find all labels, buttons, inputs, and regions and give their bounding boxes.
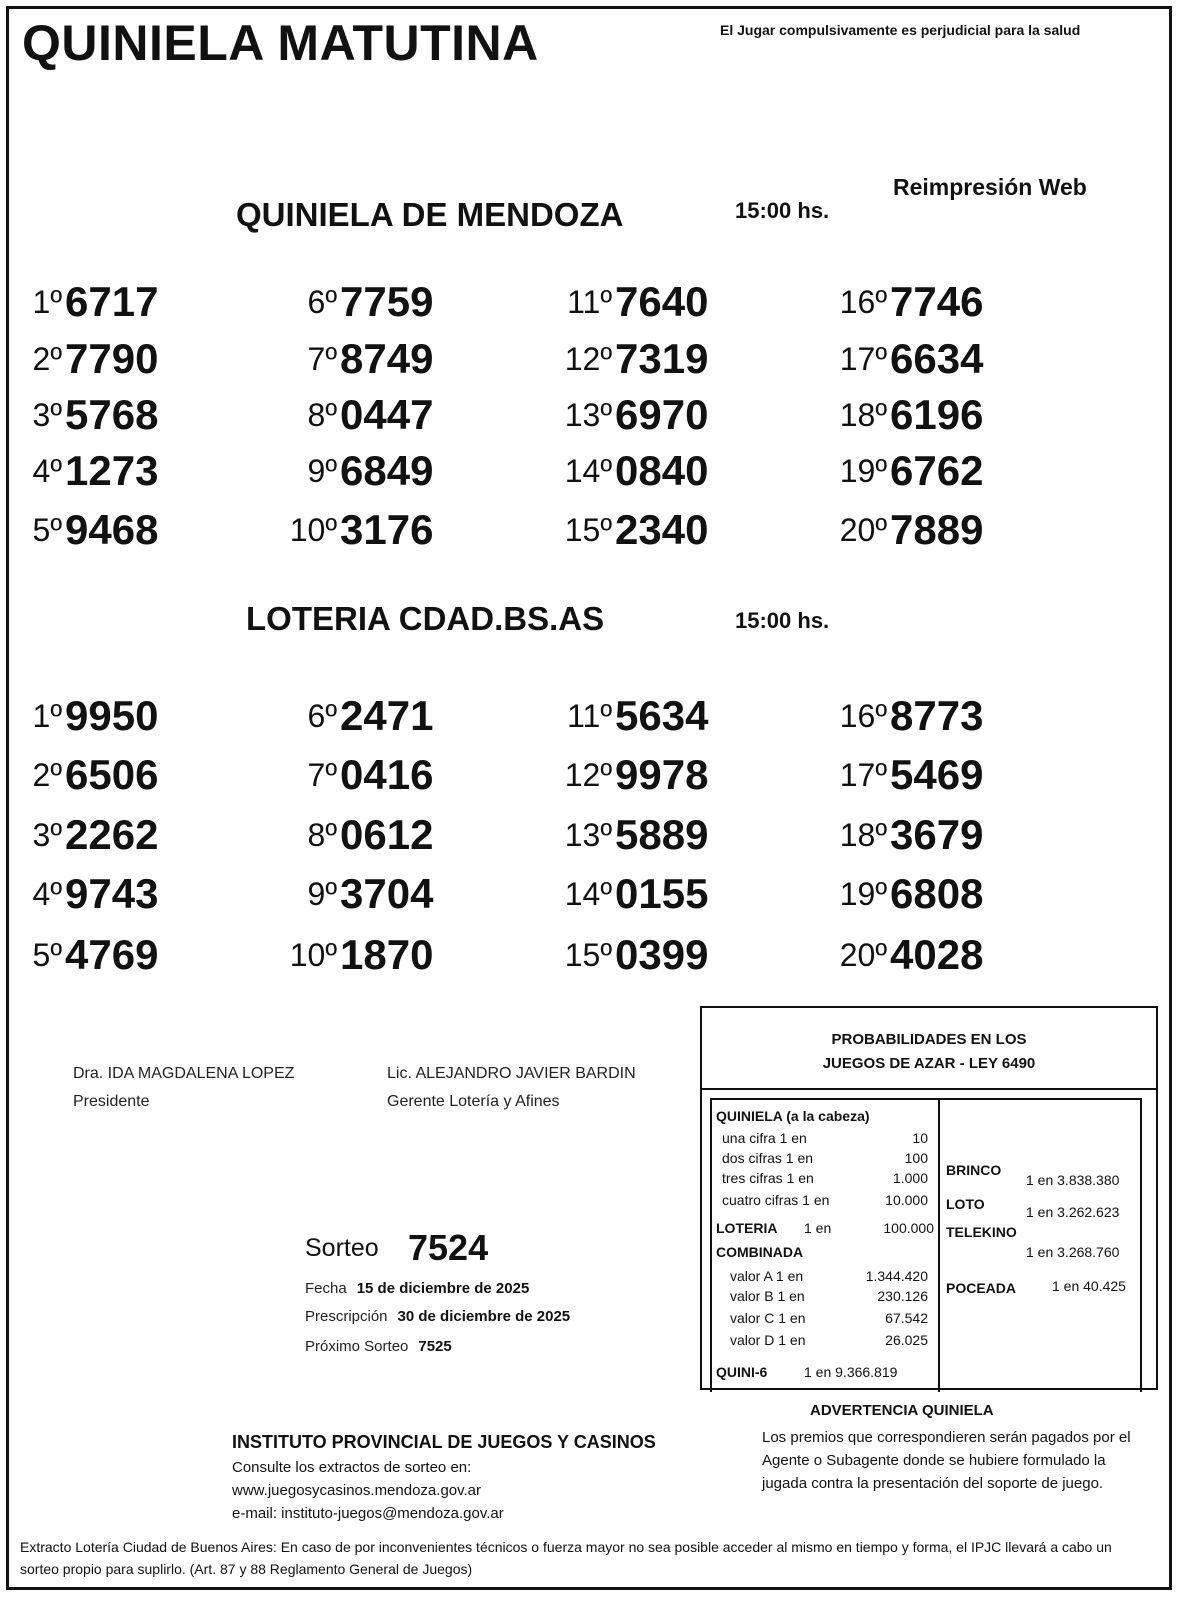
proximo-sorteo-row [305,1338,452,1355]
result-position: 10º [289,937,337,973]
result-position: 17º [839,341,887,377]
reprint-label: Reimpresión Web [893,174,1087,200]
signature-role-president: Presidente [73,1093,150,1110]
result-cell [510,811,770,861]
result-position: 5º [32,937,62,973]
result-cell [785,751,1045,801]
loto-odds-value: 1 en 3.262.623 [1026,1204,1120,1220]
result-position: 4º [32,876,62,912]
result-position: 14º [564,876,612,912]
result-cell [0,447,220,497]
odds-label: valor B 1 en [730,1288,805,1304]
result-number: 7759 [340,278,434,325]
result-cell [510,335,770,385]
odds-value: 1.000 [892,1170,928,1186]
result-position: 19º [839,453,887,489]
odds-label: una cifra 1 en [722,1130,807,1146]
result-cell [0,278,220,328]
result-cell [0,751,220,801]
result-cell [785,278,1045,328]
result-cell [785,870,1045,920]
result-cell [235,447,495,497]
odds-value: 67.542 [885,1310,928,1326]
result-cell [235,391,495,441]
result-position: 17º [839,757,887,793]
result-position: 15º [564,512,612,548]
result-number: 6762 [890,447,984,494]
result-position: 1º [32,698,62,734]
result-cell [510,447,770,497]
result-cell [0,692,220,742]
result-number: 0612 [340,811,434,858]
odds-label: valor D 1 en [730,1332,806,1348]
instituto-title: INSTITUTO PROVINCIAL DE JUEGOS Y CASINOS [232,1432,656,1452]
result-cell [0,506,220,556]
result-number: 6849 [340,447,434,494]
result-position: 16º [839,698,887,734]
quiniela-odds-title: QUINIELA (a la cabeza) [716,1108,870,1124]
result-number: 1273 [65,447,159,494]
probabilities-title-line2: JUEGOS DE AZAR - LEY 6490 [822,1055,1036,1072]
fecha-value: 15 de diciembre de 2025 [356,1280,530,1297]
result-cell [510,931,770,981]
result-cell [785,692,1045,742]
result-position: 7º [307,341,337,377]
result-number: 4769 [65,931,159,978]
section-title-mendoza: QUINIELA DE MENDOZA [236,196,624,233]
result-cell [0,870,220,920]
odds-value: 1.344.420 [865,1268,928,1284]
result-cell [235,870,495,920]
result-position: 1º [32,284,62,320]
result-number: 3679 [890,811,984,858]
result-position: 12º [564,757,612,793]
result-cell [510,278,770,328]
result-cell [510,506,770,556]
result-number: 6808 [890,870,984,917]
instituto-email: e-mail: instituto-juegos@mendoza.gov.ar [232,1505,504,1522]
prescripcion-row [305,1308,570,1325]
result-number: 2340 [615,506,709,553]
result-position: 6º [307,698,337,734]
result-cell [510,751,770,801]
result-position: 8º [307,397,337,433]
loteria-odds-label: LOTERIA [716,1220,778,1236]
result-number: 2262 [65,811,159,858]
result-cell [785,506,1045,556]
result-position: 18º [839,397,887,433]
quini6-odds-label: QUINI-6 [716,1364,768,1380]
telekino-odds-value: 1 en 3.268.760 [1026,1244,1120,1260]
result-number: 7746 [890,278,984,325]
result-position: 6º [307,284,337,320]
result-position: 3º [32,817,62,853]
result-number: 2471 [340,692,434,739]
result-cell [235,751,495,801]
proximo-sorteo-label: Próximo Sorteo [305,1338,409,1355]
result-number: 9950 [65,692,159,739]
result-position: 3º [32,397,62,433]
section-time-mendoza: 15:00 hs. [735,198,830,223]
result-cell [785,447,1045,497]
result-number: 8749 [340,335,434,382]
result-number: 7640 [615,278,709,325]
result-number: 3176 [340,506,434,553]
probabilities-table [710,1098,1142,1392]
result-number: 0155 [615,870,709,917]
prescripcion-value: 30 de diciembre de 2025 [397,1308,571,1325]
result-cell [510,692,770,742]
sorteo-number: 7524 [408,1227,489,1268]
result-number: 0416 [340,751,434,798]
instituto-website: www.juegosycasinos.mendoza.gov.ar [232,1482,482,1499]
prescripcion-label: Prescripción [305,1308,388,1325]
result-number: 0840 [615,447,709,494]
result-number: 9468 [65,506,159,553]
result-number: 3704 [340,870,434,917]
odds-value: 26.025 [885,1332,928,1348]
result-number: 6717 [65,278,159,325]
result-cell [0,335,220,385]
result-position: 7º [307,757,337,793]
result-number: 7319 [615,335,709,382]
result-cell [785,931,1045,981]
result-cell [785,811,1045,861]
result-cell [235,931,495,981]
result-position: 13º [564,397,612,433]
probabilities-divider [938,1100,940,1392]
instituto-contact [232,1456,504,1525]
result-number: 6970 [615,391,709,438]
result-number: 9978 [615,751,709,798]
result-position: 10º [289,512,337,548]
result-position: 11º [567,698,612,734]
odds-value: 10 [912,1130,928,1146]
result-position: 20º [839,512,887,548]
signature-role-manager: Gerente Lotería y Afines [387,1093,560,1110]
result-position: 15º [564,937,612,973]
result-position: 16º [839,284,887,320]
advertencia-text: Los premios que correspondieren serán pagados por el Agente o Subagente donde se hubiere formulado la jugada contra la presentación del soporte de juego. [762,1429,1131,1492]
proximo-sorteo-value: 7525 [418,1338,452,1355]
page-title: QUINIELA MATUTINA [22,15,539,71]
advertencia-title: ADVERTENCIA QUINIELA [810,1402,994,1419]
probabilities-title-line1: PROBABILIDADES EN LOS [831,1031,1027,1048]
result-cell [235,811,495,861]
poceada-odds-value: 1 en 40.425 [1052,1278,1126,1294]
result-position: 2º [32,341,62,377]
result-cell [0,391,220,441]
odds-label: valor C 1 en [730,1310,806,1326]
result-number: 6634 [890,335,984,382]
instituto-line: Consulte los extractos de sorteo en: [232,1459,472,1476]
combinada-odds-title: COMBINADA [716,1244,804,1260]
result-position: 18º [839,817,887,853]
telekino-odds-label: TELEKINO [946,1224,1017,1240]
sorteo-label: Sorteo [305,1234,379,1262]
odds-label: tres cifras 1 en [722,1170,814,1186]
result-position: 11º [567,284,612,320]
result-cell [0,811,220,861]
result-position: 9º [307,876,337,912]
loteria-odds-value: 100.000 [883,1220,934,1236]
result-cell [235,506,495,556]
section-title-loteria-ciudad: LOTERIA CDAD.BS.AS [246,600,605,637]
result-number: 5469 [890,751,984,798]
result-number: 6196 [890,391,984,438]
result-position: 2º [32,757,62,793]
loto-odds-label: LOTO [946,1196,985,1212]
result-number: 5768 [65,391,159,438]
result-cell [510,391,770,441]
result-number: 7790 [65,335,159,382]
odds-label: cuatro cifras 1 en [722,1192,830,1208]
brinco-odds-value: 1 en 3.838.380 [1026,1172,1120,1188]
result-position: 8º [307,817,337,853]
brinco-odds-label: BRINCO [946,1162,1002,1178]
result-cell [235,335,495,385]
result-number: 5634 [615,692,709,739]
result-number: 5889 [615,811,709,858]
signature-name-manager: Lic. ALEJANDRO JAVIER BARDIN [387,1065,636,1082]
quini6-odds-value: 1 en 9.366.819 [804,1364,898,1380]
odds-label: valor A 1 en [730,1268,804,1284]
result-number: 0447 [340,391,434,438]
result-cell [0,931,220,981]
result-number: 4028 [890,931,984,978]
signature-name-president: Dra. IDA MAGDALENA LOPEZ [73,1065,295,1082]
result-number: 0399 [615,931,709,978]
odds-value: 100 [904,1150,928,1166]
result-position: 13º [564,817,612,853]
result-position: 9º [307,453,337,489]
odds-value: 230.126 [877,1288,928,1304]
result-position: 19º [839,876,887,912]
result-position: 14º [564,453,612,489]
probabilities-box [700,1006,1158,1390]
result-number: 9743 [65,870,159,917]
fecha-row [305,1280,529,1297]
result-cell [510,870,770,920]
fecha-label: Fecha [305,1280,347,1297]
result-cell [785,335,1045,385]
probabilities-header [702,1008,1156,1090]
loteria-odds-en: 1 en [804,1220,832,1236]
odds-label: dos cifras 1 en [722,1150,814,1166]
result-position: 5º [32,512,62,548]
result-position: 12º [564,341,612,377]
result-cell [235,278,495,328]
result-number: 7889 [890,506,984,553]
health-warning: El Jugar compulsivamente es perjudicial para la salud [720,22,1081,38]
poceada-odds-label: POCEADA [946,1280,1017,1296]
result-number: 6506 [65,751,159,798]
result-cell [785,391,1045,441]
result-number: 8773 [890,692,984,739]
odds-value: 10.000 [885,1192,928,1208]
result-position: 20º [839,937,887,973]
section-time-loteria-ciudad: 15:00 hs. [735,608,830,633]
result-position: 4º [32,453,62,489]
result-number: 1870 [340,931,434,978]
footer-note: Extracto Lotería Ciudad de Buenos Aires: En caso de por inconvenientes técnicos o fuerza mayor no sea posible acceder al mismo en tiempo y forma, el IPJC llevará a cabo un sorteo propio para suplirlo. (Art. 87 y 88 Reglamento General de Juegos) [20,1539,1112,1577]
result-cell [235,692,495,742]
